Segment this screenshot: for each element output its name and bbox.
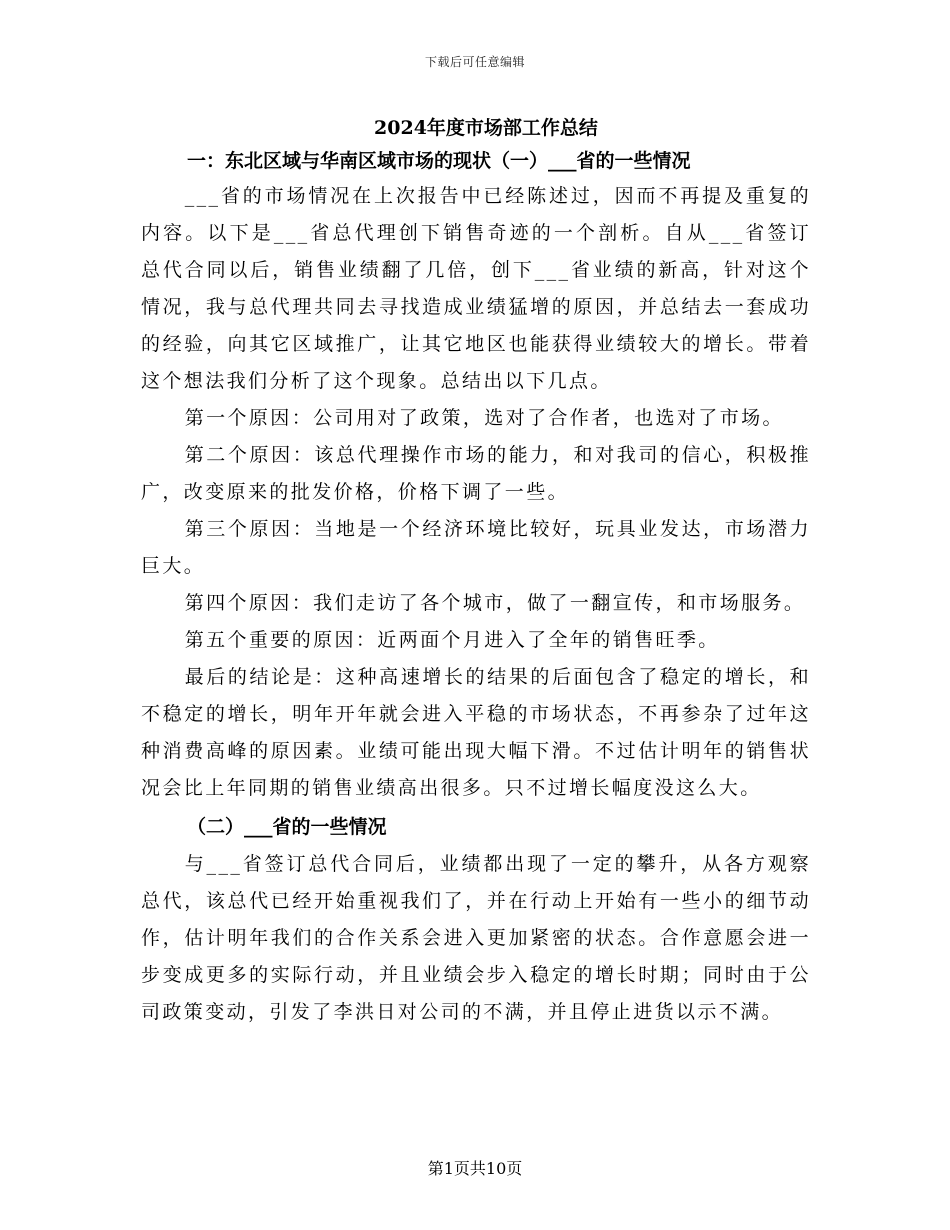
header-note: 下载后可任意编辑 [424,55,525,69]
paragraph: 第二个原因：该总代理操作市场的能力，和对我司的信心，积极推广，改变原来的批发价格，价格下调了一些。 [141,444,811,503]
document-body [141,112,811,1031]
document-title: 2024年度市场部工作总结 [374,117,598,139]
section-heading-1: 一：东北区域与华南区域市场的现状（一）___省的一些情况 [187,150,691,172]
paragraph: 第五个重要的原因：近两面个月进入了全年的销售旺季。 [184,629,720,651]
paragraph: 第四个原因：我们走访了各个城市，做了一翻宣传，和市场服务。 [184,592,806,614]
paragraph: 第三个原因：当地是一个经济环境比较好，玩具业发达，市场潜力巨大。 [141,518,811,577]
paragraph: 最后的结论是：这种高速增长的结果的后面包含了稳定的增长，和不稳定的增长，明年开年就会进入平稳的市场状态，不再参杂了过年这种消费高峰的原因素。业绩可能出现大幅下滑。不过估计明年的销售状况会比上年同期的销售业绩高出很多。只不过增长幅度没这么大。 [141,666,811,799]
page-number: 第1页共10页 [427,1159,523,1178]
paragraph: 第一个原因：公司用对了政策，选对了合作者，也选对了市场。 [184,407,784,429]
paragraph: 与___省签订总代合同后，业绩都出现了一定的攀升，从各方观察总代，该总代已经开始重视我们了，并在行动上开始有一些小的细节动作，估计明年我们的合作关系会进入更加紧密的状态。合作意愿会进一步变成更多的实际行动，并且业绩会步入稳定的增长时期；同时由于公司政策变动，引发了李洪日对公司的不满，并且停止进货以示不满。 [141,853,811,1023]
paragraph: ___省的市场情况在上次报告中已经陈述过，因而不再提及重复的内容。以下是___省总代理创下销售奇迹的一个剖析。自从___省签订总代合同以后，销售业绩翻了几倍，创下___省业绩的新高，针对这个情况，我与总代理共同去寻找造成业绩猛增的原因，并总结去一套成功的经验，向其它区域推广，让其它地区也能获得业绩较大的增长。带着这个想法我们分析了这个现象。总结出以下几点。 [141,185,811,392]
section-heading-2: （二）___省的一些情况 [187,816,387,838]
